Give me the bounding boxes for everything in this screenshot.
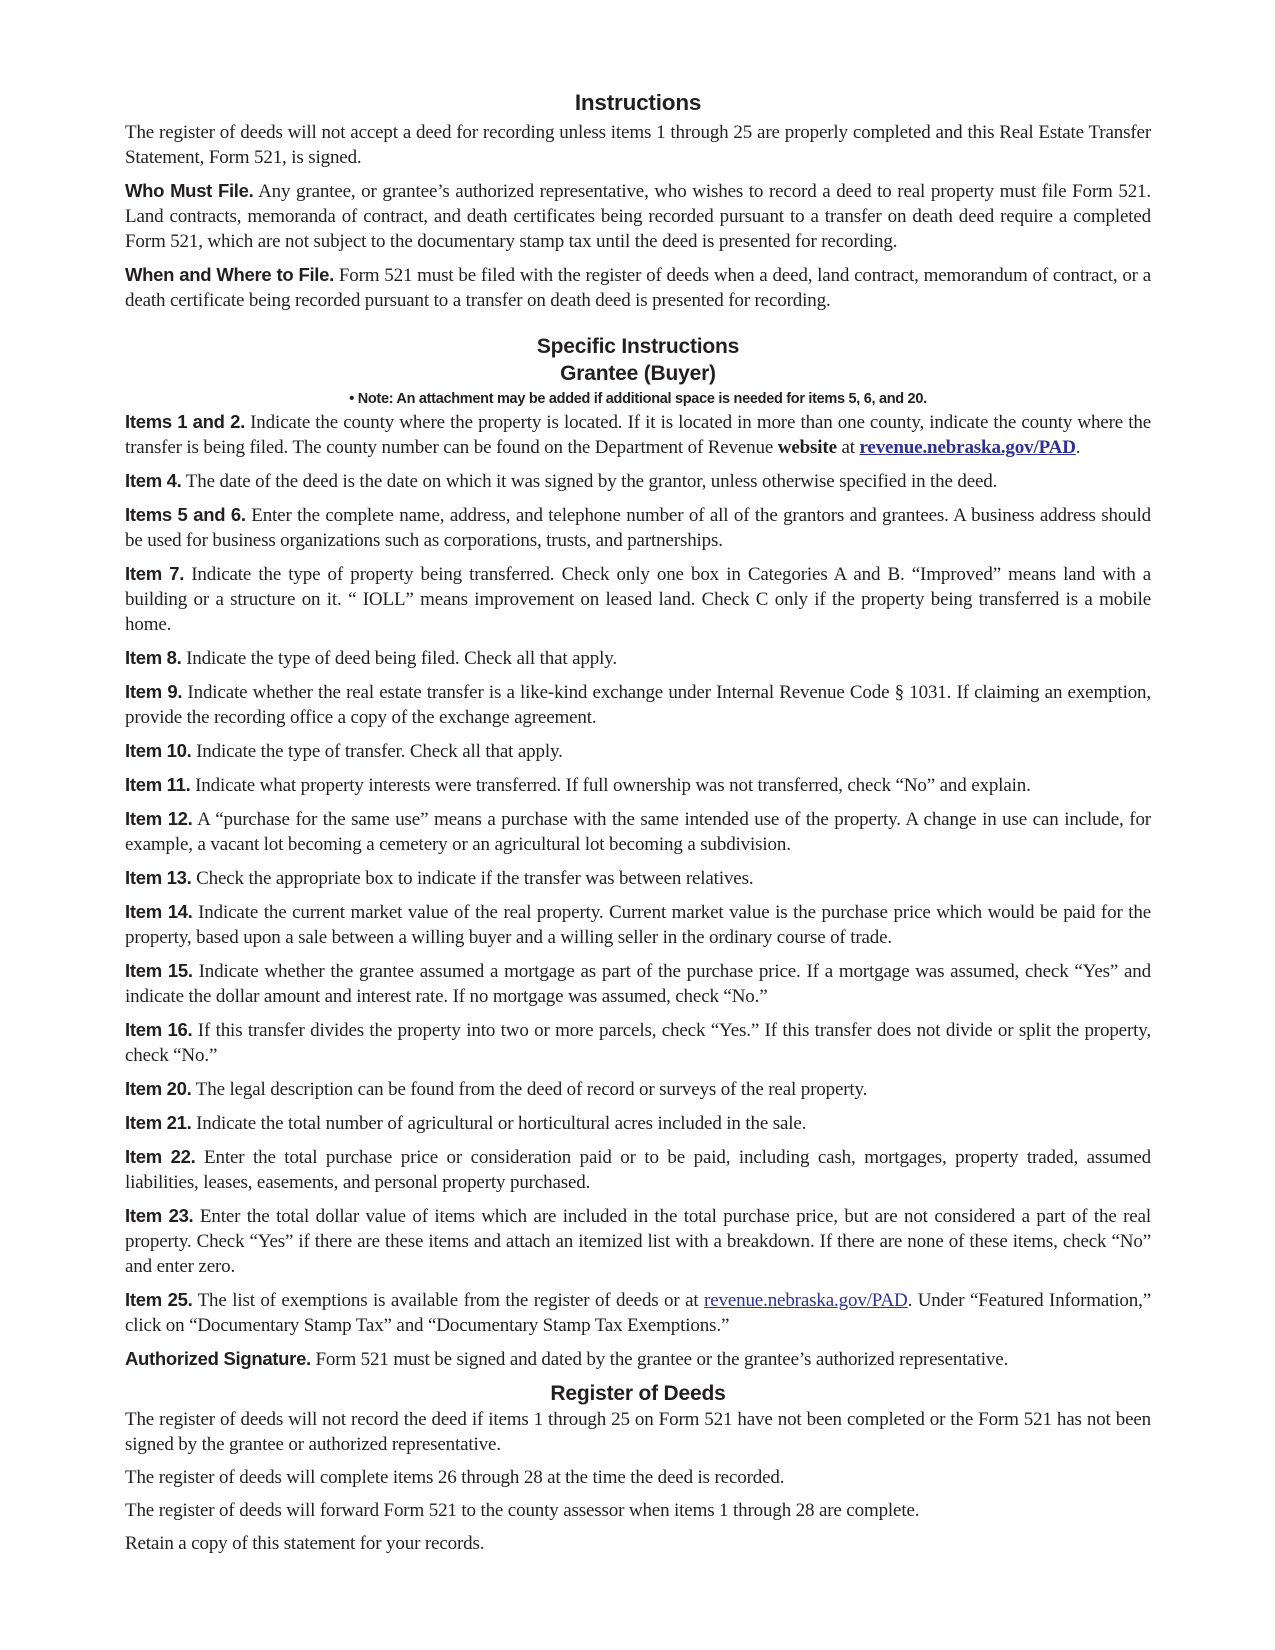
- grantee-subtitle: Grantee (Buyer): [560, 362, 716, 385]
- register-paragraph: The register of deeds will not record the deed if items 1 through 25 on Form 521 have not been completed or the Form 521 has not been signed by the grantee or authorized representative.: [125, 1409, 1151, 1455]
- when-where-label: When and Where to File.: [125, 264, 334, 285]
- item-25-paragraph: Item 25. The list of exemptions is available from the register of deeds or at revenue.nebraska.gov/PAD. Under “Featured Information,” click on “Documentary Stamp Tax” and “Documentary Stamp Tax Exemptions.”: [125, 1289, 1152, 1336]
- item-paragraph: Item 14. Indicate the current market value of the real property. Current market value is the purchase price which would be paid for the property, based upon a sale between a willing buyer and a willing seller in the ordinary course of trade.: [125, 901, 1151, 948]
- item-paragraph: Item 10. Indicate the type of transfer. Check all that apply.: [125, 740, 563, 762]
- instructions-page: [125, 90, 1151, 1564]
- who-must-file-label: Who Must File.: [125, 180, 254, 201]
- authorized-signature-paragraph: Authorized Signature. Form 521 must be signed and dated by the grantee or the grantee’s authorized representative.: [125, 1348, 1009, 1370]
- register-paragraph: The register of deeds will complete items 26 through 28 at the time the deed is recorded.: [125, 1467, 785, 1488]
- intro-paragraph: The register of deeds will not accept a deed for recording unless items 1 through 25 are properly completed and this Real Estate Transfer Statement, Form 521, is signed.: [125, 122, 1151, 168]
- item-paragraph: Item 4. The date of the deed is the date on which it was signed by the grantor, unless otherwise specified in the deed.: [125, 470, 998, 492]
- register-paragraph: The register of deeds will forward Form 521 to the county assessor when items 1 through 28 are complete.: [125, 1500, 920, 1521]
- item-paragraph: Item 8. Indicate the type of deed being filed. Check all that apply.: [125, 647, 617, 669]
- item-paragraph: Item 15. Indicate whether the grantee assumed a mortgage as part of the purchase price. If a mortgage was assumed, check “Yes” and indicate the dollar amount and interest rate. If no mortgage was assumed, check “No.”: [125, 960, 1151, 1007]
- item-paragraph: Item 7. Indicate the type of property being transferred. Check only one box in Categories A and B. “Improved” means land with a building or a structure on it. “ IOLL” means improvement on leased land. Check C only if the property being transferred is a mobile home.: [125, 563, 1151, 635]
- item-paragraph: Item 9. Indicate whether the real estate transfer is a like-kind exchange under Internal Revenue Code § 1031. If claiming an exemption, provide the recording office a copy of the exchange agreement.: [125, 681, 1151, 728]
- who-must-file-paragraph: Who Must File. Any grantee, or grantee’s authorized representative, who wishes to record a deed to real property must file Form 521. Land contracts, memoranda of contract, and death certificates being recorded pursuant to a transfer on death deed require a completed Form 521, which are not subject to the documentary stamp tax until the deed is presented for recording.: [125, 180, 1152, 252]
- item-paragraph: Item 13. Check the appropriate box to indicate if the transfer was between relatives.: [125, 867, 754, 889]
- register-paragraph: Retain a copy of this statement for your records.: [125, 1533, 485, 1554]
- item-paragraph: Item 21. Indicate the total number of agricultural or horticultural acres included in the sale.: [125, 1112, 807, 1134]
- item-paragraph: Item 20. The legal description can be found from the deed of record or surveys of the real property.: [125, 1078, 868, 1100]
- instructions-title: Instructions: [574, 90, 702, 115]
- item-paragraph: Items 5 and 6. Enter the complete name, address, and telephone number of all of the grantors and grantees. A business address should be used for business organizations such as corporations, trusts, and partnerships.: [125, 504, 1152, 551]
- register-of-deeds-title: Register of Deeds: [550, 1382, 726, 1405]
- item-paragraph: Item 16. If this transfer divides the property into two or more parcels, check “Yes.” If this transfer does not divide or split the property, check “No.”: [125, 1019, 1151, 1066]
- item-paragraph: Item 23. Enter the total dollar value of items which are included in the total purchase price, but are not considered a part of the real property. Check “Yes” if there are these items and attach an itemized list with a breakdown. If there are none of these items, check “No” and enter zero.: [125, 1205, 1152, 1277]
- items-1-2-paragraph: Items 1 and 2. Indicate the county where the property is located. If it is located in more than one county, indicate the county where the transfer is being filed. The county number can be found on the Department of Revenue website at revenue.nebraska.gov/PAD.: [125, 411, 1151, 458]
- attachment-note: • Note: An attachment may be added if additional space is needed for items 5, 6, and 20.: [349, 391, 927, 407]
- when-where-paragraph: When and Where to File. Form 521 must be filed with the register of deeds when a deed, land contract, memorandum of contract, or a death certificate being recorded pursuant to a transfer on death deed is presented for recording.: [125, 264, 1151, 311]
- item-paragraph: Item 11. Indicate what property interests were transferred. If full ownership was not transferred, check “No” and explain.: [125, 774, 1031, 796]
- item-paragraph: Item 22. Enter the total purchase price or consideration paid or to be paid, including cash, mortgages, property traded, assumed liabilities, leases, easements, and personal property purchased.: [125, 1146, 1152, 1193]
- specific-instructions-title: Specific Instructions: [536, 335, 740, 358]
- revenue-pad-link[interactable]: revenue.nebraska.gov/PAD: [704, 1290, 908, 1311]
- item-paragraph: Item 12. A “purchase for the same use” means a purchase with the same intended use of the property. A change in use can include, for example, a vacant lot becoming a cemetery or an agricultural lot becoming a subdivision.: [125, 808, 1151, 855]
- revenue-pad-link[interactable]: revenue.nebraska.gov/PAD: [859, 437, 1076, 458]
